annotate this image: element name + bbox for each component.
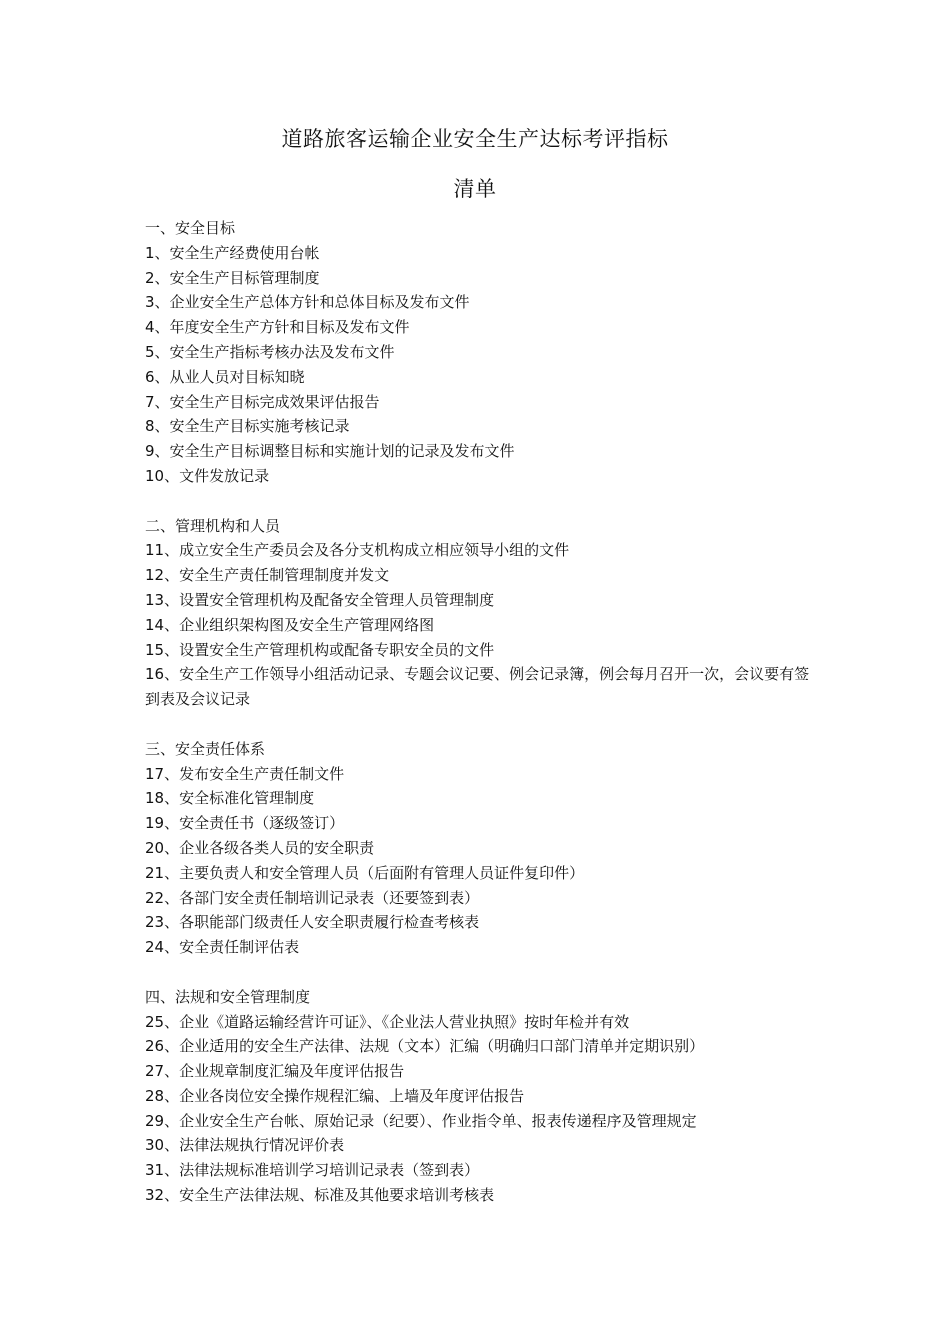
list-item: 6、从业人员对目标知晓 [145, 367, 305, 386]
list-item: 29、企业安全生产台帐、原始记录（纪要）、作业指令单、报表传递程序及管理规定 [145, 1111, 697, 1130]
section-heading: 三、安全责任体系 [145, 739, 266, 758]
list-item: 14、企业组织架构图及安全生产管理网络图 [145, 615, 435, 634]
list-item: 23、各职能部门级责任人安全职责履行检查考核表 [145, 913, 480, 932]
document-title: 道路旅客运输企业安全生产达标考评指标 [281, 127, 669, 151]
list-item: 15、设置安全生产管理机构或配备专职安全员的文件 [145, 640, 495, 659]
list-item: 16、安全生产工作领导小组活动记录、专题会议记要、例会记录簿，例会每月召开一次，会议要有签到表及会议记录 [145, 665, 810, 709]
list-item: 13、设置安全管理机构及配备安全管理人员管理制度 [145, 590, 495, 609]
list-item: 19、安全责任书（逐级签订） [145, 814, 345, 833]
list-item: 27、企业规章制度汇编及年度评估报告 [145, 1062, 405, 1081]
list-item: 5、安全生产指标考核办法及发布文件 [145, 342, 395, 361]
list-item: 1、安全生产经费使用台帐 [145, 243, 320, 262]
list-item: 26、企业适用的安全生产法律、法规（文本）汇编（明确归口部门清单并定期识别） [145, 1037, 705, 1056]
list-item: 21、主要负责人和安全管理人员（后面附有管理人员证件复印件） [145, 863, 585, 882]
section-heading: 一、安全目标 [145, 219, 236, 237]
section-heading: 二、管理机构和人员 [145, 516, 281, 535]
list-item: 4、年度安全生产方针和目标及发布文件 [145, 318, 410, 337]
section-responsibility-system [145, 737, 815, 960]
list-item: 12、安全生产责任制管理制度并发文 [145, 566, 390, 585]
list-item: 25、企业《道路运输经营许可证》、《企业法人营业执照》按时年检并有效 [145, 1012, 630, 1031]
list-item: 10、文件发放记录 [145, 466, 270, 485]
list-item: 11、成立安全生产委员会及各分支机构成立相应领导小组的文件 [145, 541, 570, 560]
list-item: 7、安全生产目标完成效果评估报告 [145, 392, 380, 411]
section-management-organization [145, 514, 815, 712]
list-item: 28、企业各岗位安全操作规程汇编、上墙及年度评估报告 [145, 1086, 525, 1105]
list-item: 9、安全生产目标调整目标和实施计划的记录及发布文件 [145, 442, 515, 461]
section-regulations [145, 985, 815, 1208]
section-heading: 四、法规和安全管理制度 [145, 987, 311, 1006]
list-item: 17、发布安全生产责任制文件 [145, 764, 345, 783]
list-item: 8、安全生产目标实施考核记录 [145, 417, 350, 436]
list-item: 3、企业安全生产总体方针和总体目标及发布文件 [145, 293, 470, 312]
list-item: 18、安全标准化管理制度 [145, 789, 315, 808]
list-item: 20、企业各级各类人员的安全职责 [145, 838, 375, 857]
list-item: 32、安全生产法律法规、标准及其他要求培训考核表 [145, 1186, 495, 1205]
list-item: 31、法律法规标准培训学习培训记录表（签到表） [145, 1161, 480, 1180]
checklist-content [145, 216, 815, 1208]
list-item: 30、法律法规执行情况评价表 [145, 1136, 345, 1155]
list-item: 22、各部门安全责任制培训记录表（还要签到表） [145, 888, 480, 907]
document-subtitle: 清单 [453, 177, 497, 201]
section-safety-goals [145, 216, 815, 489]
list-item: 2、安全生产目标管理制度 [145, 268, 320, 287]
list-item: 24、安全责任制评估表 [145, 938, 300, 957]
